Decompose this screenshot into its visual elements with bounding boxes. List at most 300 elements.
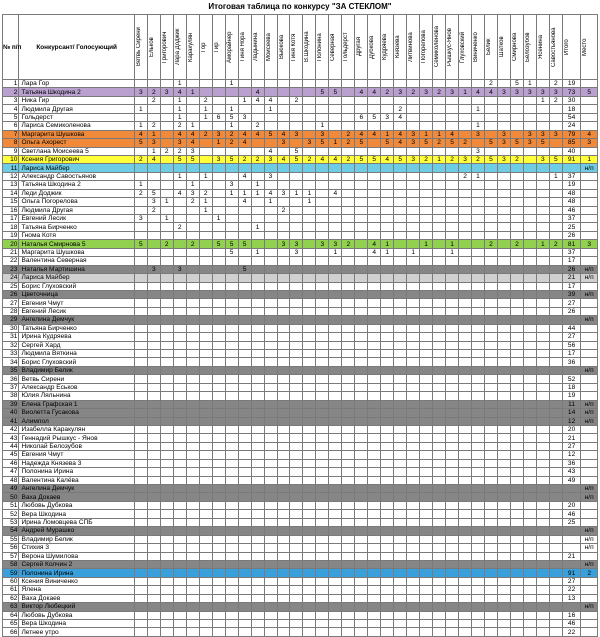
score-cell [147, 215, 160, 223]
row-number: 60 [3, 577, 19, 585]
score-cell: 1 [173, 172, 186, 180]
score-cell [549, 113, 562, 121]
score-cell [394, 215, 407, 223]
score-cell [342, 88, 355, 96]
score-cell [523, 375, 536, 383]
score-cell: 5 [368, 155, 381, 163]
score-cell [212, 586, 225, 594]
contestant-name: Алимпол [19, 417, 134, 425]
score-cell [355, 366, 368, 374]
score-cell [472, 527, 485, 535]
row-number: 9 [3, 147, 19, 155]
total-cell: 14 [562, 409, 581, 417]
score-cell: 4 [173, 88, 186, 96]
place-cell: н/п [581, 535, 598, 543]
score-cell [355, 451, 368, 459]
score-cell [329, 527, 342, 535]
contestant-name: Цветочница [19, 290, 134, 298]
score-cell: 1 [381, 240, 394, 248]
score-cell [355, 248, 368, 256]
score-cell [433, 341, 446, 349]
contestant-name: Андрей Мурашко [19, 527, 134, 535]
score-cell [303, 375, 316, 383]
score-cell [420, 611, 433, 619]
row-number: 16 [3, 206, 19, 214]
score-cell [199, 147, 212, 155]
score-cell [355, 341, 368, 349]
score-cell [536, 434, 549, 442]
table-row [3, 417, 598, 425]
score-cell: 1 [290, 189, 303, 197]
score-cell [160, 274, 173, 282]
score-cell [394, 181, 407, 189]
score-cell [394, 577, 407, 585]
score-cell [459, 560, 472, 568]
header-voter-11: Вьюкова [277, 15, 290, 80]
score-cell [277, 611, 290, 619]
score-cell [186, 316, 199, 324]
score-cell [355, 628, 368, 636]
score-cell [290, 181, 303, 189]
score-cell [199, 122, 212, 130]
score-cell [368, 493, 381, 501]
score-cell [536, 510, 549, 518]
score-cell [342, 375, 355, 383]
score-cell [329, 130, 342, 138]
score-cell [381, 586, 394, 594]
score-cell [485, 535, 498, 543]
score-cell [225, 392, 238, 400]
place-cell: н/п [581, 417, 598, 425]
score-cell [420, 383, 433, 391]
place-cell: н/п [581, 274, 598, 282]
total-cell [562, 316, 581, 324]
score-cell [264, 358, 277, 366]
score-cell [199, 80, 212, 88]
score-cell: 3 [134, 88, 147, 96]
score-cell [238, 358, 251, 366]
row-number: 24 [3, 274, 19, 282]
score-cell [433, 350, 446, 358]
score-cell [225, 147, 238, 155]
score-cell [173, 392, 186, 400]
score-cell [497, 527, 510, 535]
score-cell: 1 [134, 181, 147, 189]
score-cell [433, 172, 446, 180]
score-cell [446, 594, 459, 602]
contestant-name: Ялена [19, 586, 134, 594]
score-cell [433, 425, 446, 433]
score-cell [342, 577, 355, 585]
score-cell [549, 425, 562, 433]
score-cell [381, 341, 394, 349]
score-cell [549, 290, 562, 298]
score-cell [342, 434, 355, 442]
row-number: 33 [3, 350, 19, 358]
score-cell [536, 375, 549, 383]
score-cell [134, 442, 147, 450]
score-cell [485, 544, 498, 552]
score-cell [199, 257, 212, 265]
table-row [3, 88, 598, 96]
place-cell: н/п [581, 603, 598, 611]
score-cell [497, 468, 510, 476]
score-cell [277, 603, 290, 611]
score-cell [446, 628, 459, 636]
score-cell [290, 603, 303, 611]
score-cell [225, 518, 238, 526]
score-cell [368, 535, 381, 543]
score-cell [173, 611, 186, 619]
score-cell: 5 [212, 240, 225, 248]
score-cell [212, 96, 225, 104]
score-cell [536, 282, 549, 290]
table-row [3, 80, 598, 88]
score-cell [459, 603, 472, 611]
score-cell [368, 459, 381, 467]
score-cell [238, 392, 251, 400]
score-cell [355, 147, 368, 155]
score-cell [212, 417, 225, 425]
score-cell [134, 569, 147, 577]
row-number: 57 [3, 552, 19, 560]
score-cell [536, 628, 549, 636]
row-number: 49 [3, 485, 19, 493]
score-cell [134, 206, 147, 214]
header-voter-13: В.Шкодина [303, 15, 316, 80]
score-cell [510, 248, 523, 256]
score-cell [536, 527, 549, 535]
score-cell [433, 501, 446, 509]
header-voter-21: Литвинова [407, 15, 420, 80]
score-cell [160, 501, 173, 509]
score-cell [251, 198, 264, 206]
score-cell [329, 96, 342, 104]
place-cell [581, 307, 598, 315]
score-cell [485, 451, 498, 459]
score-cell [225, 96, 238, 104]
score-cell [549, 375, 562, 383]
score-cell [147, 257, 160, 265]
score-cell [407, 324, 420, 332]
score-cell [497, 544, 510, 552]
total-cell: 36 [562, 459, 581, 467]
header-voter-4: Каракулян [186, 15, 199, 80]
score-cell [277, 510, 290, 518]
row-number: 51 [3, 501, 19, 509]
header-voter-32: Савостьянова [549, 15, 562, 80]
score-cell [160, 206, 173, 214]
score-cell [186, 172, 199, 180]
score-cell [485, 383, 498, 391]
score-cell [523, 164, 536, 172]
score-cell [147, 274, 160, 282]
score-cell [199, 544, 212, 552]
score-cell [264, 485, 277, 493]
score-cell: 4 [355, 88, 368, 96]
score-cell [225, 417, 238, 425]
score-cell [199, 569, 212, 577]
score-cell [212, 535, 225, 543]
score-cell [264, 417, 277, 425]
score-cell [485, 248, 498, 256]
score-cell [212, 434, 225, 442]
score-cell [381, 80, 394, 88]
score-cell [316, 375, 329, 383]
score-cell [186, 274, 199, 282]
score-cell [316, 459, 329, 467]
score-cell [238, 122, 251, 130]
total-cell [562, 527, 581, 535]
score-cell [433, 274, 446, 282]
score-cell [446, 569, 459, 577]
score-cell [303, 341, 316, 349]
score-cell [523, 628, 536, 636]
place-cell: 2 [581, 569, 598, 577]
score-cell [238, 485, 251, 493]
score-cell [225, 307, 238, 315]
score-cell [277, 400, 290, 408]
row-number: 61 [3, 586, 19, 594]
score-cell [277, 577, 290, 585]
table-row [3, 164, 598, 172]
score-cell [238, 307, 251, 315]
score-cell [381, 350, 394, 358]
score-cell [510, 501, 523, 509]
score-cell [459, 451, 472, 459]
score-cell [303, 459, 316, 467]
score-cell: 1 [238, 96, 251, 104]
score-cell [355, 442, 368, 450]
score-cell [147, 409, 160, 417]
score-cell [160, 96, 173, 104]
score-cell [549, 552, 562, 560]
score-cell [368, 451, 381, 459]
score-cell [446, 560, 459, 568]
score-cell [433, 366, 446, 374]
table-row [3, 341, 598, 349]
score-cell [368, 96, 381, 104]
table-row [3, 569, 598, 577]
score-cell: 4 [251, 88, 264, 96]
score-cell [199, 409, 212, 417]
score-cell [173, 248, 186, 256]
score-cell [173, 290, 186, 298]
score-cell [497, 198, 510, 206]
table-row [3, 248, 598, 256]
score-cell [160, 350, 173, 358]
score-cell [394, 501, 407, 509]
score-cell: 5 [225, 155, 238, 163]
score-cell [497, 366, 510, 374]
table-row [3, 510, 598, 518]
score-cell [316, 434, 329, 442]
score-cell [303, 577, 316, 585]
score-cell: 3 [277, 240, 290, 248]
score-cell [472, 324, 485, 332]
score-cell [497, 307, 510, 315]
score-cell: 5 [381, 139, 394, 147]
score-cell: 2 [549, 240, 562, 248]
score-cell [472, 257, 485, 265]
score-cell [420, 552, 433, 560]
score-cell [238, 274, 251, 282]
score-cell: 3 [225, 181, 238, 189]
score-cell [225, 299, 238, 307]
total-cell: 20 [562, 501, 581, 509]
score-cell [485, 569, 498, 577]
score-cell: 3 [147, 139, 160, 147]
score-cell [446, 501, 459, 509]
score-cell [536, 265, 549, 273]
score-cell: 3 [316, 240, 329, 248]
score-cell [420, 172, 433, 180]
score-cell [368, 468, 381, 476]
total-cell: 16 [562, 611, 581, 619]
score-cell [485, 459, 498, 467]
score-cell [290, 324, 303, 332]
score-cell: 2 [549, 96, 562, 104]
score-cell [303, 603, 316, 611]
score-cell [160, 105, 173, 113]
score-cell [134, 274, 147, 282]
score-cell [238, 476, 251, 484]
place-cell [581, 223, 598, 231]
score-cell: 1 [251, 181, 264, 189]
score-cell [407, 147, 420, 155]
score-cell [238, 586, 251, 594]
place-cell [581, 282, 598, 290]
contestant-name: Евгения Чмут [19, 451, 134, 459]
score-cell [536, 383, 549, 391]
total-cell: 13 [562, 594, 581, 602]
score-cell [381, 324, 394, 332]
score-cell [303, 442, 316, 450]
score-cell [355, 468, 368, 476]
score-cell [316, 569, 329, 577]
score-cell [277, 476, 290, 484]
score-cell: 3 [407, 130, 420, 138]
score-cell [394, 375, 407, 383]
score-cell [199, 459, 212, 467]
score-cell [199, 594, 212, 602]
score-cell: 5 [225, 240, 238, 248]
score-cell: 1 [536, 240, 549, 248]
score-cell [536, 105, 549, 113]
score-cell [173, 181, 186, 189]
score-cell [303, 366, 316, 374]
score-cell [355, 459, 368, 467]
score-cell [459, 324, 472, 332]
score-cell: 1 [523, 80, 536, 88]
score-cell [433, 603, 446, 611]
place-cell: н/п [581, 409, 598, 417]
score-cell [186, 324, 199, 332]
score-cell [497, 333, 510, 341]
score-cell: 5 [549, 155, 562, 163]
score-cell [173, 493, 186, 501]
table-row [3, 611, 598, 619]
score-cell: 1 [173, 113, 186, 121]
place-cell [581, 451, 598, 459]
score-cell: 5 [420, 139, 433, 147]
score-cell [510, 189, 523, 197]
score-cell [549, 620, 562, 628]
score-cell [459, 400, 472, 408]
score-cell [134, 316, 147, 324]
score-cell [394, 434, 407, 442]
total-cell: 27 [562, 577, 581, 585]
score-cell [381, 333, 394, 341]
score-cell [355, 198, 368, 206]
score-cell [212, 392, 225, 400]
score-cell [536, 231, 549, 239]
score-cell [290, 586, 303, 594]
score-cell: 5 [536, 139, 549, 147]
score-cell [433, 215, 446, 223]
score-cell [316, 80, 329, 88]
score-cell [277, 147, 290, 155]
score-cell [147, 350, 160, 358]
score-cell [225, 560, 238, 568]
score-cell [290, 569, 303, 577]
score-cell [549, 139, 562, 147]
score-cell [381, 603, 394, 611]
score-cell [290, 434, 303, 442]
score-cell [472, 603, 485, 611]
score-cell [199, 282, 212, 290]
score-cell [290, 105, 303, 113]
table-row [3, 501, 598, 509]
score-cell [316, 510, 329, 518]
results-table-container [2, 14, 598, 636]
score-cell [368, 442, 381, 450]
score-cell [147, 468, 160, 476]
score-cell [225, 88, 238, 96]
score-cell [485, 164, 498, 172]
score-cell [446, 147, 459, 155]
score-cell [355, 265, 368, 273]
score-cell [407, 172, 420, 180]
score-cell [290, 299, 303, 307]
score-cell [329, 594, 342, 602]
place-cell [581, 383, 598, 391]
score-cell: 2 [225, 139, 238, 147]
score-cell [485, 552, 498, 560]
score-cell [368, 358, 381, 366]
score-cell [433, 493, 446, 501]
score-cell [381, 425, 394, 433]
score-cell [329, 324, 342, 332]
score-cell [290, 316, 303, 324]
place-cell: н/п [581, 400, 598, 408]
score-cell [407, 442, 420, 450]
score-cell [225, 620, 238, 628]
score-cell [523, 459, 536, 467]
score-cell [381, 274, 394, 282]
score-cell [407, 434, 420, 442]
score-cell: 4 [394, 113, 407, 121]
score-cell: 1 [316, 122, 329, 130]
score-cell [433, 105, 446, 113]
contestant-name: Стихия 3 [19, 544, 134, 552]
score-cell [536, 611, 549, 619]
score-cell [173, 240, 186, 248]
score-cell [251, 139, 264, 147]
table-row [3, 290, 598, 298]
score-cell [510, 113, 523, 121]
score-cell [523, 383, 536, 391]
